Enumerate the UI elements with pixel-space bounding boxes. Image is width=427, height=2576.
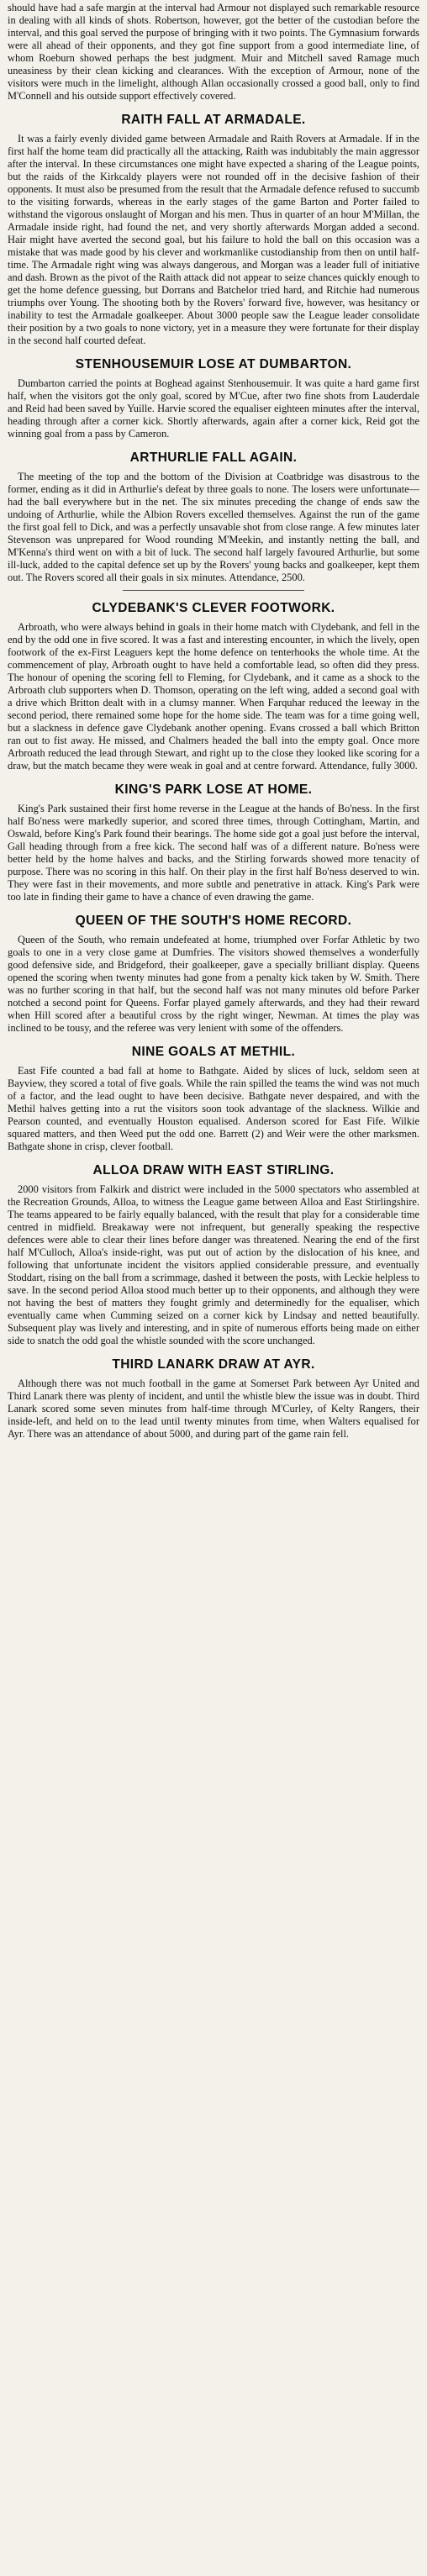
section-divider	[123, 590, 304, 591]
article-paragraph: Queen of the South, who remain undefeated at home, triumphed over Forfar Athletic by two goals to one in a very close game at Dumfries. The visitors showed themselves a wonderfully good defensive side, and Bridgeford, their goalkeeper, gave a specially brilliant display. Queens opened the scoring when twenty minutes had gone from a penalty kick taken by W. Smith. There was no further scoring in that half, but the second half was not many minutes old before Parker notched a second point for Queens. Forfar played gamely afterwards, and they had their reward when Hill scored after a beautiful cross by the right winger, Newman. At times the play was inclined to be tousy, and the referee was very lenient with some of the offenders.	[8, 934, 419, 1034]
article-paragraph: It was a fairly evenly divided game between Armadale and Raith Rovers at Armadale. If in the first half the home team did practically all the attacking, Raith was indubitably the main aggressor after the interval. In these circumstances one might have expected a sharing of the League points, but the raids of the Kirkcaldy players were not rounded off in the decisive fashion of their opponents. It must also be presumed from the result that the Armadale defence refused to succumb to the visiting forwards, whereas in the early stages of the game Barton and Porter failed to withstand the vigorous onslaught of Morgan and his men. Thus in quarter of an hour M'Millan, the Armadale inside right, had found the net, and very shortly afterwards Morgan added a second. Hair might have averted the second goal, but his failure to hold the ball on this occasion was a mistake that was made good by his clever and workmanlike custodianship from then on until half-time. The Armadale right wing was always dangerous, and Morgan was a leader full of initiative and dash. Brown as the pivot of the Raith attack did not appear to seize chances quickly enough to get the home defence guessing, but Dorrans and Batchelor tried hard, and Ritchie had numerous triumphs over Young. The shooting both by the Rovers' forward five, however, was hesitancy or inability to test the Armadale goalkeeper. About 3000 people saw the League leader consolidate their position by a two goals to none victory, yet in a measure they were fortunate for their display in the second half courted defeat.	[8, 133, 419, 346]
article-kings-park-lose-at-home	[8, 782, 419, 903]
article-paragraph: King's Park sustained their first home reverse in the League at the hands of Bo'ness. In the first half Bo'ness were markedly superior, and scored three times, through Cottingham, Martin, and Oswald, before King's Park found their bearings. The home side got a goal just before the interval, Gall heading through from a free kick. The second half was of a different nature. Bo'ness were better held by the home halves and backs, and the Stirling forwards showed more tenacity of purpose. There was no scoring in this half. On their play in the first half Bo'ness deserved to win. They were fast in their movements, and more subtle and penetrative in attack. King's Park were too late in finding their game to have a chance of even drawing the game.	[8, 803, 419, 903]
sports-column	[8, 2, 419, 1441]
article-headline: ARTHURLIE FALL AGAIN.	[129, 450, 298, 465]
article-headline: NINE GOALS AT METHIL.	[131, 1045, 296, 1059]
article-headline: THIRD LANARK DRAW AT AYR.	[112, 1357, 315, 1372]
article-paragraph: Arbroath, who were always behind in goals in their home match with Clydebank, and fell in the end by the odd one in five scored. It was a fast and interesting encounter, in which the lively, open footwork of the ex-First Leaguers kept the home defence on tenterhooks the whole time. At the commencement of play, Arbroath ought to have held a comfortable lead, so often did they press. The honour of opening the scoring fell to Fleming, for Clydebank, and it came as a shock to the Arbroath club supporters when D. Thomson, operating on the left wing, added a second goal with a drive which Britton dealt with in a clumsy manner. When Farquhar reduced the leeway in the second period, there remained some hope for the home side. The team was for a time going well, but a slackness in defence gave Clydebank another opening. Evans crossed a ball which Britton ran out to fist away. He missed, and Chalmers headed the ball into the empty goal. Once more Arbroath reduced the lead through Stewart, and right up to the close they looked like scoring for a draw, but the match became they were weak in goal and at centre forward. Attendance, fully 3000.	[8, 621, 419, 772]
article-paragraph: The meeting of the top and the bottom of the Division at Coatbridge was disastrous to the former, ending as it did in Arthurlie's defeat by three goals to none. The losers were unfortunate—had the ball everywhere but in the net. The six minutes preceding the change of ends saw the undoing of Arthurlie, while the Albion Rovers excelled themselves. Against the run of the game the first goal fell to Dick, and was a perfectly unsavable shot from close range. A few minutes later Stevenson was unprepared for Wood rounding M'Meekin, and instantly netting the ball, and M'Kenna's third went on with a bit of luck. The second half largely favoured Arthurlie, but some ill-luck, added to the capital defence set up by the Rovers' young backs and goalkeeper, kept them out. The Rovers scored all their goals in six minutes. Attendance, 2500.	[8, 471, 419, 583]
article-paragraph: Although there was not much football in the game at Somerset Park between Ayr United and Third Lanark there was plenty of incident, and until the whistle blew the issue was in doubt. Third Lanark scored some seven minutes from half-time through M'Curley, of Kelty Rangers, their inside-left, and held on to the lead until twenty minutes from time, when Walters equalised for Ayr. There was an attendance of about 5000, and during part of the game rain fell.	[8, 1378, 419, 1440]
article-headline: CLYDEBANK'S CLEVER FOOTWORK.	[92, 601, 335, 615]
article-paragraph: 2000 visitors from Falkirk and district were included in the 5000 spectators who assembled at the Recreation Grounds, Alloa, to witness the League game between Alloa and East Stirlingshire. The teams appeared to be fairly equally balanced, with the result that play for a considerable time centred in midfield. Breakaway were not infrequent, but generally speaking the respective defences were able to clear their lines before danger was threatened. Nearing the end of the first half M'Culloch, Alloa's inside-right, was put out of action by the dislocation of his knee, and following that unfortunate incident the visitors applied considerable pressure, and eventually Stoddart, rising on the ball from a scrimmage, dashed it between the posts, with Leckie helpless to save. In the second period Alloa stood much better up to their opponents, and although they were not having the best of matters they fought grimly and determinedly for the equaliser, which eventually came when Cumming seized on a corner kick by Lindsay and netted beautifully. Subsequent play was lively and interesting, and in spite of numerous efforts being made on either side to snatch the odd goal the whistle sounded with the score unchanged.	[8, 1183, 419, 1346]
article-nine-goals-at-methil	[8, 1044, 419, 1153]
article-headline: KING'S PARK LOSE AT HOME.	[114, 782, 313, 797]
article-headline: ALLOA DRAW WITH EAST STIRLING.	[92, 1163, 335, 1177]
article-third-lanark-draw-at-ayr	[8, 1356, 419, 1441]
article-stenhousemuir-lose-at-dumbarton	[8, 356, 419, 440]
article-raith-fall-at-armadale	[8, 112, 419, 347]
article-paragraph: East Fife counted a bad fall at home to Bathgate. Aided by slices of luck, seldom seen at Bayview, they scored a total of five goals. While the rain spilled the teams the wind was not much of a factor, and the lead ought to have been decisive. Bathgate never despaired, and with the Methil halves getting into a rut the visitors soon took advantage of the slackness. Wilkie and Pearson counted, and eventually Houston equalised. Anderson scored for East Fife. Wilkie squared matters, and then Weed put the odd one. Barrett (2) and Weir were the other marksmen. Bathgate shone in crisp, clever football.	[8, 1065, 419, 1152]
article-paragraph: Dumbarton carried the points at Boghead against Stenhousemuir. It was quite a hard game first half, when the visitors got the only goal, scored by M'Cue, after two fine shots from Lauderdale and Reid had been saved by Yuille. Harvie scored the equaliser eighteen minutes after the interval, heading through after a corner kick. Shortly afterwards, again after a corner kick, Reid got the winning goal from a pass by Cameron.	[8, 377, 419, 440]
article-alloa-draw-with-east-stirling	[8, 1162, 419, 1347]
article-headline: QUEEN OF THE SOUTH'S HOME RECORD.	[75, 914, 352, 928]
intro-paragraph: should have had a safe margin at the interval had Armour not displayed such remarkable resource in dealing with all kinds of shots. Robertson, however, got the better of the custodian before the interval, and this goal served the purpose of bringing with it two points. The Gymnasium forwards were all ahead of their opponents, and they got fine support from a good intermediate line, of whom Roeburn showed perhaps the best judgment. Muir and Mitchell saved Ramage much uneasiness by their clean kicking and clearances. With the exception of Armour, none of the visitors were much in the limelight, although Allan occasionally crossed a good ball, only to find M'Connell and his outside support effectively covered.	[8, 2, 419, 102]
article-clydebanks-clever-footwork	[8, 600, 419, 772]
article-queen-of-the-souths-home-record	[8, 913, 419, 1035]
article-headline: STENHOUSEMUIR LOSE AT DUMBARTON.	[75, 357, 352, 371]
article-headline: RAITH FALL AT ARMADALE.	[121, 113, 306, 127]
article-arthurlie-fall-again	[8, 450, 419, 584]
